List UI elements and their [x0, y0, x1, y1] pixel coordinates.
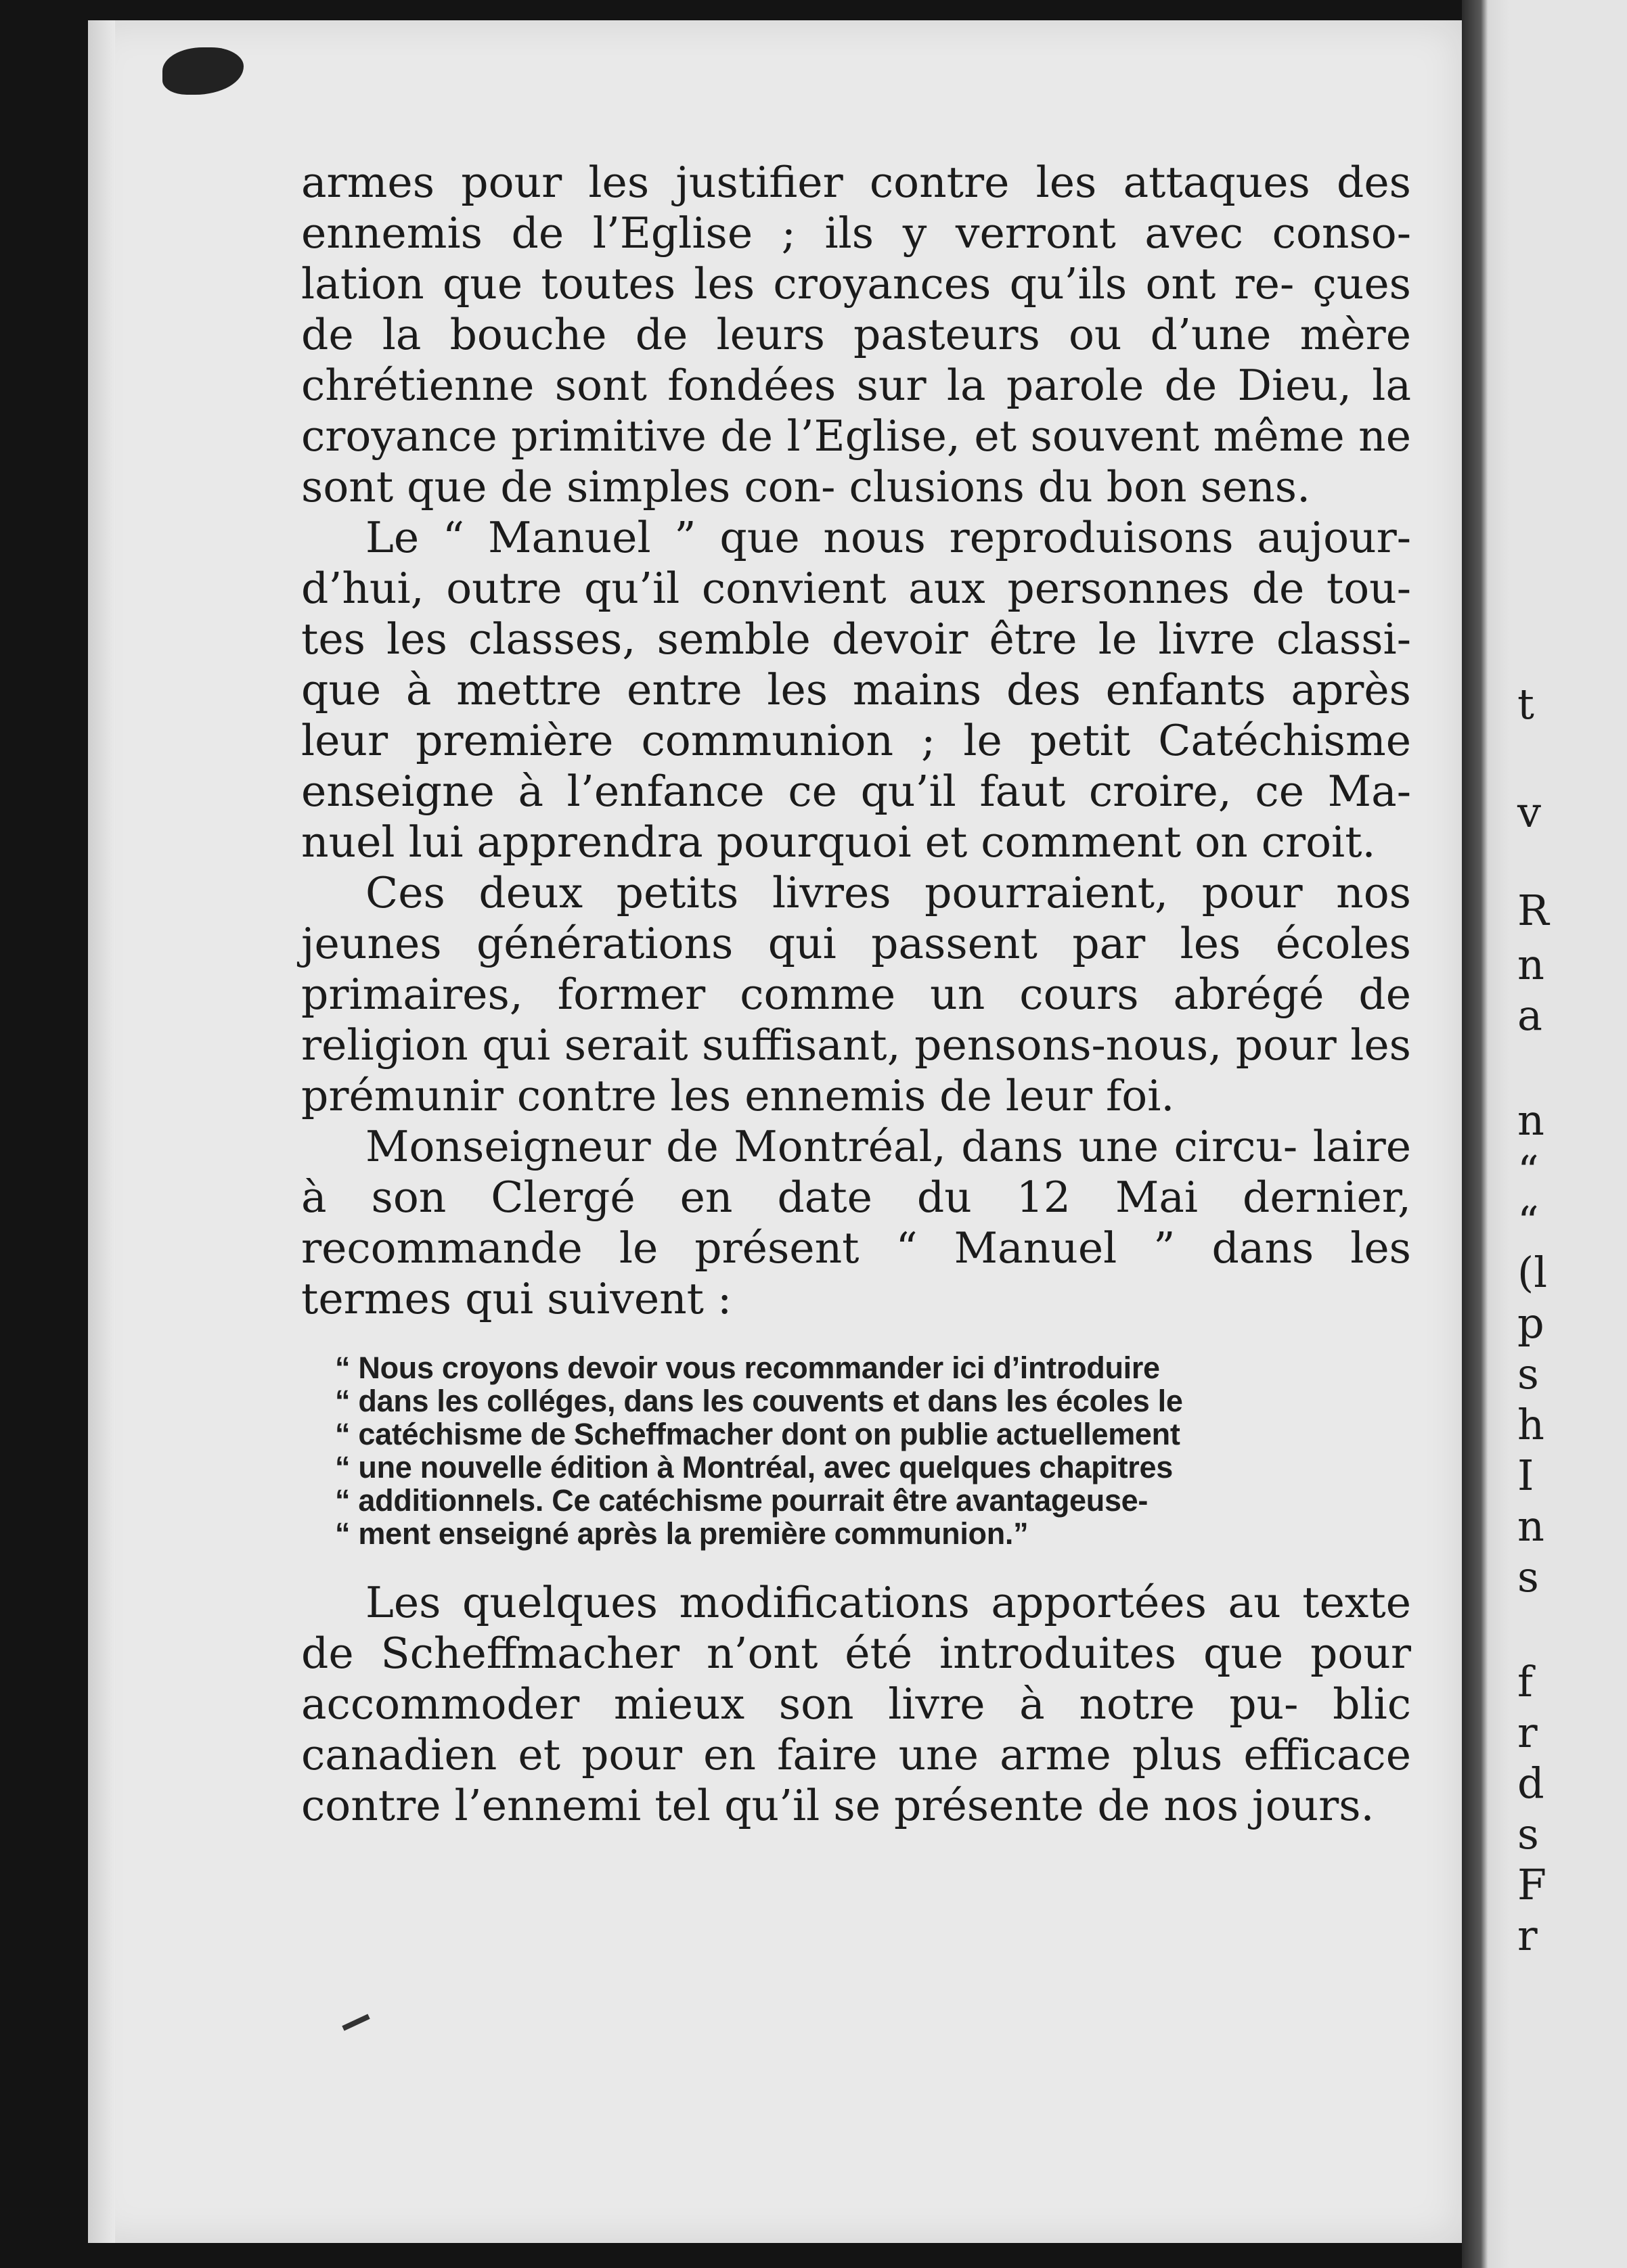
facing-page-letter: s	[1517, 1552, 1539, 1602]
text-line: que à mettre entre les mains des enfants après	[301, 665, 1411, 715]
quote-line: “ dans les colléges, dans les couvents et dans les écoles le	[335, 1384, 1183, 1418]
text-line: texte de Scheffmacher n’ont été introduites que	[301, 1578, 1411, 1678]
text-line: leur première communion ; le petit Catéchisme	[301, 716, 1411, 765]
facing-page-letter: a	[1517, 991, 1542, 1040]
text-line: termes qui suivent :	[301, 1274, 732, 1323]
text-line: souvent même ne sont que de simples con-	[301, 411, 1411, 512]
text-line: nuel lui apprendra pourquoi et comment on croit.	[301, 817, 1376, 867]
facing-page-letter: v	[1517, 788, 1542, 837]
facing-page-letter: n	[1517, 1501, 1544, 1551]
facing-page-letter: “	[1517, 1146, 1539, 1196]
facing-page-letter: t	[1517, 679, 1534, 729]
text-line: clusions du bon sens.	[849, 462, 1311, 512]
text-line: ennemis de l’Eglise ; ils y verront avec conso-	[301, 208, 1411, 258]
facing-page-letter: p	[1517, 1298, 1544, 1348]
text-line: Ces deux petits livres pourraient, pour nos	[365, 868, 1411, 917]
facing-page-letter: R	[1517, 886, 1549, 935]
paragraph-5	[301, 1577, 1411, 1831]
text-line: armes pour les justifier contre les attaques des	[301, 158, 1411, 207]
text-line: nos jours.	[1163, 1781, 1375, 1830]
page-edge-shadow	[88, 20, 115, 2243]
text-line: religion qui serait suffisant, pensons-nous, pour	[301, 1020, 1337, 1070]
facing-page-letter: d	[1517, 1759, 1544, 1808]
text-line: les prémunir contre les ennemis de leur foi.	[301, 1020, 1411, 1120]
text-line: Le “ Manuel ” que nous reproduisons aujour-	[365, 513, 1411, 562]
text-line: Les quelques modifications apportées au	[365, 1578, 1281, 1627]
paragraph-2	[301, 512, 1411, 867]
quote-line: “ une nouvelle édition à Montréal, avec quelques chapitres	[335, 1450, 1173, 1484]
facing-page-letter: “	[1517, 1197, 1539, 1246]
text-line: primaires, former comme un cours abrégé de	[301, 970, 1411, 1019]
text-line: mère chrétienne sont fondées sur la parole de	[301, 310, 1411, 410]
page-text	[301, 157, 1411, 1831]
facing-page-letter: r	[1517, 1708, 1538, 1757]
block-quote	[301, 1351, 1411, 1550]
text-line: blic canadien et pour en faire une arme plus	[301, 1679, 1412, 1779]
quote-line: “ catéchisme de Scheffmacher dont on publie actuellement	[335, 1417, 1180, 1451]
facing-page-strip	[1509, 0, 1627, 2268]
text-line: tes les classes, semble devoir être le livre classi-	[301, 614, 1411, 664]
facing-page-letter: s	[1517, 1349, 1539, 1399]
facing-page-letter: f	[1517, 1657, 1533, 1706]
facing-page-letter: n	[1517, 940, 1544, 989]
facing-page-letter: F	[1517, 1860, 1547, 1909]
facing-page-letter: r	[1517, 1911, 1538, 1960]
page-gutter	[1462, 0, 1509, 2268]
quote-line: “ Nous croyons devoir vous recommander ici d’introduire	[335, 1351, 1160, 1385]
text-line: jeunes générations qui passent par les écoles	[301, 919, 1411, 968]
quote-line: “ ment enseigné après la première communion.”	[335, 1516, 1029, 1551]
quote-line: “ additionnels. Ce catéchisme pourrait être avantageuse-	[335, 1483, 1149, 1518]
paragraph-4	[301, 1121, 1411, 1324]
text-line: lation que toutes les croyances qu’ils ont re-	[301, 259, 1295, 309]
text-line: d’hui, outre qu’il convient aux personnes de tou-	[301, 564, 1411, 613]
text-line: laire à son Clergé en date du 12 Mai dernier,	[301, 1122, 1411, 1222]
ink-blot	[162, 47, 244, 95]
facing-page-letter: s	[1517, 1809, 1539, 1859]
text-line: recommande le présent “ Manuel ” dans les	[301, 1223, 1411, 1273]
paragraph-1	[301, 157, 1411, 512]
facing-page-letter: I	[1517, 1451, 1534, 1500]
text-line: efficace contre l’ennemi tel qu’il se présente de	[301, 1730, 1411, 1830]
text-line: enseigne à l’enfance ce qu’il faut croire, ce Ma-	[301, 767, 1411, 816]
paragraph-3	[301, 867, 1411, 1121]
facing-page-letter: h	[1517, 1400, 1544, 1449]
text-line: Dieu, la croyance primitive de l’Eglise, et	[301, 361, 1412, 461]
text-line: Monseigneur de Montréal, dans une circu-	[365, 1122, 1298, 1171]
facing-page-letter: n	[1517, 1095, 1544, 1145]
text-line: pour accommoder mieux son livre à notre pu-	[301, 1629, 1411, 1729]
text-line: çues de la bouche de leurs pasteurs ou d’une	[301, 259, 1411, 359]
facing-page-letter: (l	[1517, 1248, 1548, 1297]
